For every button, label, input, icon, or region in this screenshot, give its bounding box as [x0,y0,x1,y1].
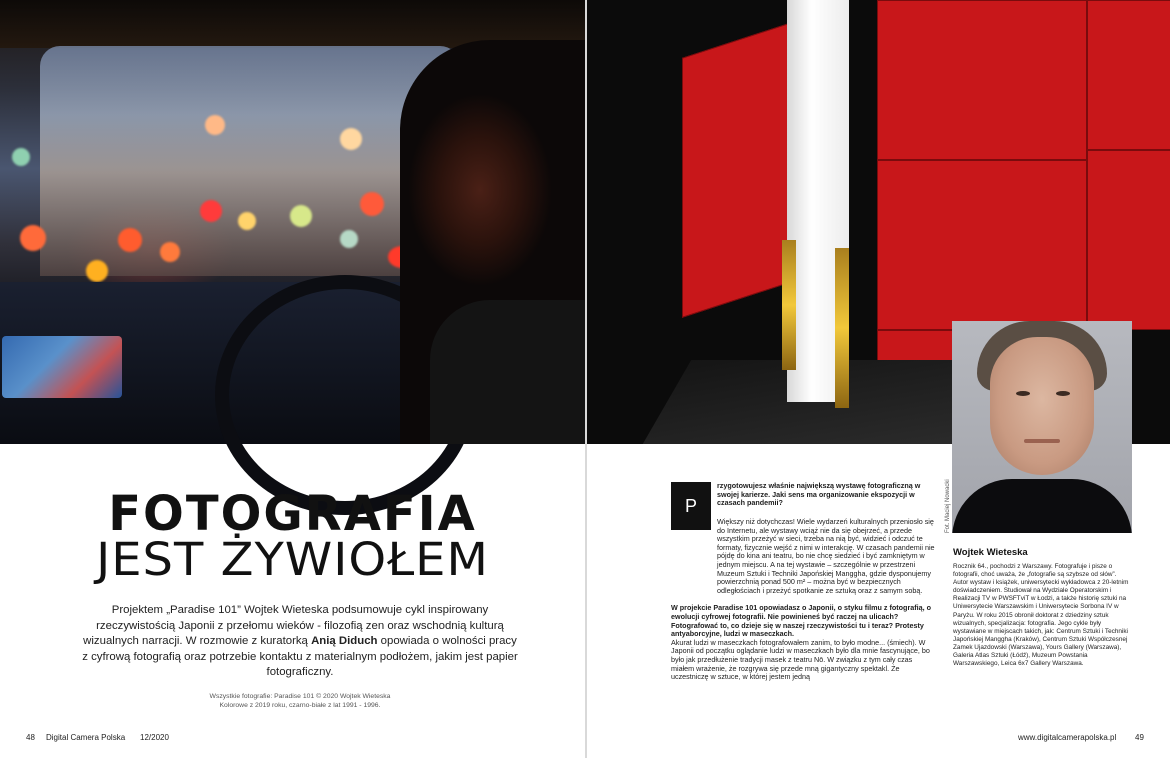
bokeh-light [360,192,384,216]
bokeh-light [160,242,180,262]
answer-text: Większy niż dotychczas! Wiele wydarzeń kulturalnych przeniosło się do Internetu, ale wystawy wciąż nie da się obejrzeć, a przede wszystkim przeżyć w sieci, trzeba na nią być, widzieć i odczuć te formaty, fizycznie wejść z nimi w interakcję. W czasach pandemii nie pójdę do kina ani teatru, bo nie chcę siedzieć i być zamkniętym w jednym miejscu. A na tej wystawie – szczególnie w przestrzeni Muzeum Sztuki i Techniki Japońskiej Manggha, gdzie dysponujemy powierzchnią ponad 500 m² – można być w bezpiecznych odległościach i przeżyć spotkanie ze sztuką oraz z samym sobą. [717,517,935,595]
portrait-face [990,337,1094,475]
dashboard-screen [2,336,122,398]
drop-cap: P [671,482,711,530]
caption-line: Kolorowe z 2019 roku, czarno-białe z lat 1991 - 1996. [219,702,381,709]
author-portrait [952,321,1132,533]
author-bio: Rocznik 64., pochodzi z Warszawy. Fotografuje i pisze o fotografii, choć uważa, że „fotografie są szybsze od słów”. Autor wystaw i książek, uniwersytecki wykładowca z 20-letnim doświadczeniem. Studiował na Wydziale Operatorskim i Realizacji TV w PWSFTviT w Łodzi, a także historię sztuki na Uniwersytecie Warszawskim i Uniwersytecie Sorbona IV w Paryżu. W roku 2015 obronił doktorat z dziedziny sztuk wizualnych, specjalizacja: fotografia. Jego cykle były wystawiane w miejscach takich, jak: Centrum Sztuki i Techniki Japońskiej Manggha (Kraków), Centrum Sztuki Współczesnej Zamek Ujazdowski (Warszawa), Yours Gallery (Warszawa), Galeria Atlas Sztuki (Łódź), Muzeum Powstania Warszawskiego, Leica 6x7 Gallery Warszawa. [953,563,1129,668]
bokeh-light [118,228,142,252]
bokeh-light [340,230,358,248]
lead-curator-name: Anią Diduch [311,635,378,647]
red-wall-panel [877,160,1087,330]
right-page [587,0,1170,758]
bokeh-light [20,225,46,251]
bokeh-light [200,200,222,222]
bokeh-light [86,260,108,282]
article-title-line2: JEST ŻYWIOŁEM [96,533,489,587]
red-wall-panel [682,22,792,318]
author-name: Wojtek Wieteska [953,547,1028,558]
portrait-mouth [1024,439,1060,443]
red-wall-panel [1087,0,1170,150]
magazine-url: www.digitalcamerapolska.pl [1018,733,1117,742]
article-title-line1: FOTOGRAFIA [108,486,477,542]
page-number-left: 48 [26,733,35,742]
interview-question: rzygotowujesz właśnie największą wystawę fotograficzną w swojej karierze. Jaki sens ma organizowanie ekspozycji w czasach pandemii? [717,481,921,508]
red-wall-panel [1087,150,1170,330]
driver-shoulder [430,300,585,444]
intro-question [717,482,937,508]
lead-text: opowiada o wolności pracy z cyfrową fotografią oraz potrzebie kontaktu z materialnym podłożem, jakim jest papier fotograficzny. [82,635,518,678]
caption-line: Wszystkie fotografie: Paradise 101 © 2020 Wojtek Wieteska [209,693,391,700]
magazine-name: Digital Camera Polska [46,733,126,742]
interview-question: W projekcie Paradise 101 opowiadasz o Japonii, o styku filmu z fotografią, o ewolucji cyfrowej fotografii. Nie powinieneś być raczej na ulicach? Fotografować to, co dzieje się w naszej rzeczywistości tu i teraz? Protesty antyaborcyjne, ludzi w maseczkach. [671,603,932,639]
gold-post [782,240,796,370]
photo-caption [150,692,450,710]
red-wall-panel [877,0,1087,160]
bokeh-light [238,212,256,230]
portrait-shirt [952,479,1132,533]
bokeh-light [205,115,225,135]
photo-credit: Fot. Maciej Nowacki [945,479,951,533]
bokeh-light [340,128,362,150]
gold-post [835,248,849,408]
article-lead [82,603,518,681]
night-taxi-photo [0,0,585,444]
bokeh-light [290,205,312,227]
interview-answer [671,518,937,595]
lead-text: Projektem „Paradise 101” Wojtek Wieteska podsumowuje cykl inspirowany rzeczywistością Japonii z przełomu wieków - filozofią zen oraz wschodnią kulturą wizualnych narracji. W rozmowie z kuratorką [83,604,504,647]
windshield-shape [40,46,460,276]
interview-column [671,518,937,682]
issue-date: 12/2020 [140,733,169,742]
portrait-eye [1016,391,1030,396]
interview-answer: Akurat ludzi w maseczkach fotografowałem zanim, to było modne... (śmiech). W Japonii od początku oglądanie ludzi w maseczkach było dla mnie fascynujące, bo było jak przedłużenie tradycji masek z teatru Nō. W związku z tym cały czas miałem wrażenie, że rozgrywa się przede mną gigantyczny spektakl. Że uczestniczę w sztuce, w której jestem jedną [671,637,930,682]
portrait-eye [1056,391,1070,396]
bokeh-light [12,148,30,166]
page-number-right: 49 [1135,733,1144,742]
